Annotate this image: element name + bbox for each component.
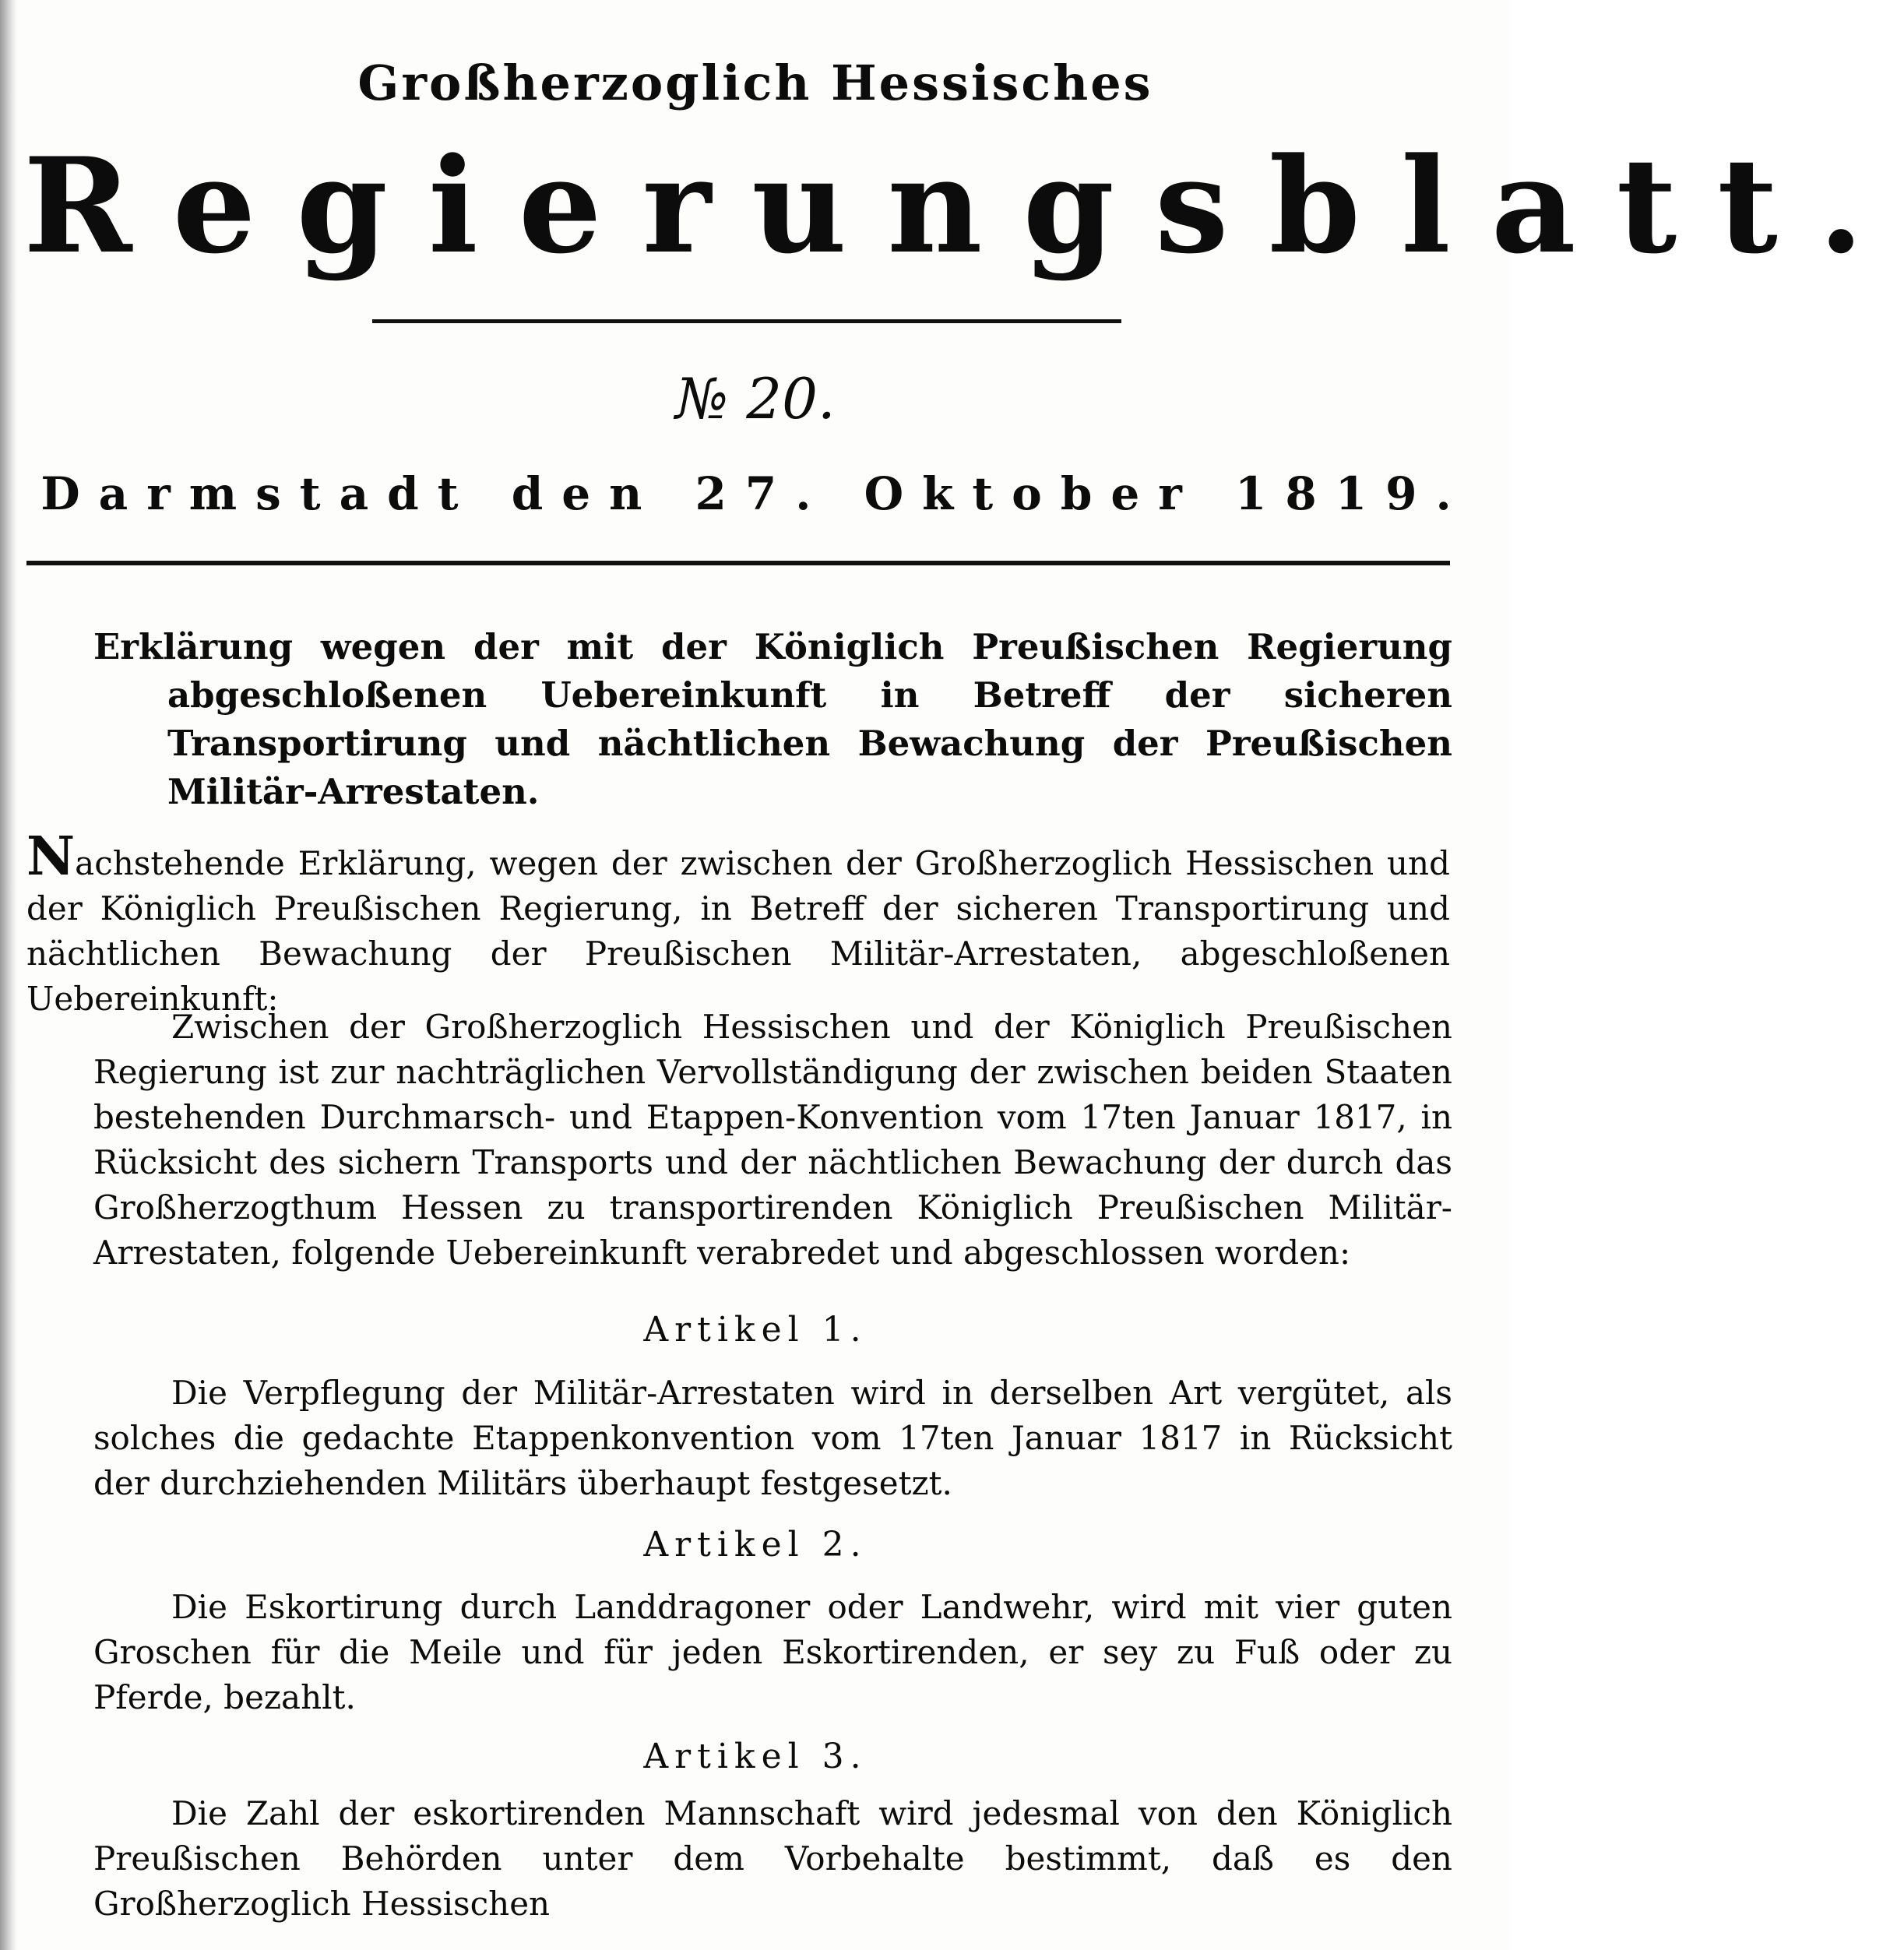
dateline: Darmstadt den 27. Oktober 1819. xyxy=(40,467,1470,520)
header-rule xyxy=(26,561,1450,565)
intro-dropcap: N xyxy=(26,825,76,888)
article-1-heading: Artikel 1. xyxy=(643,1310,868,1350)
decree-heading xyxy=(93,623,1452,816)
intro-text: achstehende Erklärung, wegen der zwischen der Großherzoglich Hessischen und der Königlich Preußischen Regierung, in Betreff der sicheren Transportirung und nächtlichen Bewachung der Preußischen Militär-Arrestaten, abgeschloßenen Uebereinkunft: xyxy=(26,844,1450,1018)
article-2-text: Die Eskortirung durch Landdragoner oder Landwehr, wird mit vier guten Groschen für die Meile und für jeden Eskortirenden, er sey zu Fuß oder zu Pferde, bezahlt. xyxy=(93,1588,1452,1716)
article-3-text: Die Zahl der eskortirenden Mannschaft wird jedesmal von den Königlich Preußischen Behörden unter dem Vorbehalte bestimmt, daß es den Großherzoglich Hessischen xyxy=(93,1794,1452,1923)
article-3-heading: Artikel 3. xyxy=(643,1737,868,1776)
page-gutter-shadow xyxy=(0,0,17,1950)
masthead-title: Regierungsblatt. xyxy=(23,128,1904,283)
decree-heading-text: Erklärung wegen der mit der Königlich Preußischen Regierung abgeschloßenen Uebereinkunft in Betreff der sicheren Transportirung und nächtlichen Bewachung der Preußischen Militär-Arrestaten. xyxy=(93,626,1452,812)
intro-paragraph xyxy=(26,825,1450,1022)
masthead-rule xyxy=(372,319,1121,323)
preamble-paragraph: Zwischen der Großherzoglich Hessischen und der Königlich Preußischen Regierung ist zur nachträglichen Vervollständigung der zwischen beiden Staaten bestehenden Durchmarsch- und Etappen-Konvention vom 17ten Januar 1817, in Rücksicht des sichern Transports und der nächtlichen Bewachung der durch das Großherzogthum Hessen zu transportirenden Königlich Preußischen Militär-Arrestaten, folgende Uebereinkunft verabredet und abgeschlossen worden: xyxy=(93,1008,1452,1272)
issue-number: № 20. xyxy=(675,366,836,431)
article-2-heading: Artikel 2. xyxy=(643,1525,868,1565)
publisher-line: Großherzoglich Hessisches xyxy=(357,55,1153,111)
article-1-text: Die Verpflegung der Militär-Arrestaten wird in derselben Art vergütet, als solches die gedachte Etappenkonvention vom 17ten Januar 1817 in Rücksicht der durchziehenden Militärs überhaupt festgesetzt. xyxy=(93,1374,1452,1502)
